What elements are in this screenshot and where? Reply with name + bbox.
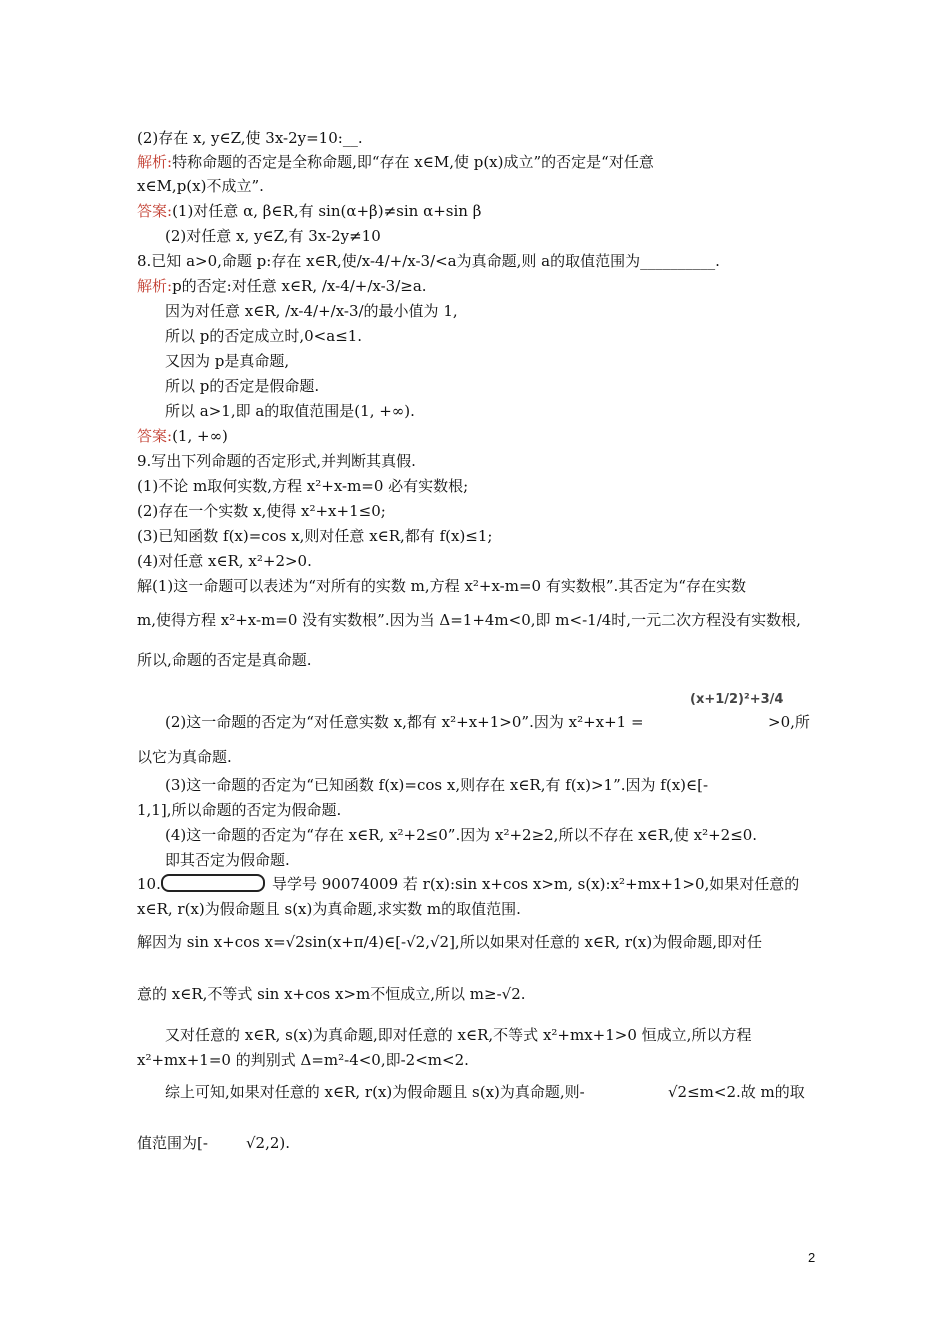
page-number: 2 bbox=[808, 1250, 816, 1265]
text-line: 解(1)这一命题可以表述为“对所有的实数 m,方程 x²+x-m=0 有实数根”.其否定为“存在实数 bbox=[137, 577, 746, 595]
text-line: 又对任意的 x∈R, s(x)为真命题,即对任意的 x∈R,不等式 x²+mx+1>0 恒成立,所以方程 bbox=[165, 1026, 752, 1044]
label-jiexi: 解析: bbox=[137, 277, 173, 295]
text-line: x∈R, r(x)为假命题且 s(x)为真命题,求实数 m的取值范围. bbox=[137, 900, 521, 918]
text-line: 又因为 p是真命题, bbox=[165, 352, 290, 370]
text-line: 所以,命题的否定是真命题. bbox=[137, 651, 312, 669]
text-line: 所以 a>1,即 a的取值范围是(1, +∞). bbox=[165, 402, 415, 420]
text-line: (4)这一命题的否定为“存在 x∈R, x²+2≤0”.因为 x²+2≥2,所以不存在 x∈R,使 x²+2≤0. bbox=[165, 826, 758, 844]
text-line: 即其否定为假命题. bbox=[165, 851, 290, 869]
text-span: 特称命题的否定是全称命题,即“存在 x∈M,使 p(x)成立”的否定是“对任意 bbox=[172, 153, 654, 171]
text-line: (4)对任意 x∈R, x²+2>0. bbox=[137, 552, 312, 570]
text-line bbox=[137, 201, 481, 221]
text-line: (2)对任意 x, y∈Z,有 3x-2y≠10 bbox=[165, 227, 381, 245]
text-line: 值范围为[- bbox=[137, 1134, 208, 1152]
text-line: 以它为真命题. bbox=[137, 748, 232, 766]
question-8: 8.已知 a>0,命题 p:存在 x∈R,使/x-4/+/x-3/<a为真命题,则 a的取值范围为__________. bbox=[137, 252, 720, 270]
text-line: (3)这一命题的否定为“已知函数 f(x)=cos x,则存在 x∈R,有 f(x)>1”.因为 f(x)∈[- bbox=[165, 776, 709, 794]
text-line: 意的 x∈R,不等式 sin x+cos x>m不恒成立,所以 m≥-√2. bbox=[137, 985, 526, 1003]
text-line: x²+mx+1=0 的判别式 Δ=m²-4<0,即-2<m<2. bbox=[137, 1051, 469, 1069]
text-line: (1)不论 m取何实数,方程 x²+x-m=0 必有实数根; bbox=[137, 477, 469, 495]
text-line: 因为对任意 x∈R, /x-4/+/x-3/的最小值为 1, bbox=[165, 302, 458, 320]
text-span: (1, +∞) bbox=[172, 427, 228, 445]
rounded-box-icon bbox=[161, 874, 265, 892]
text-line: x∈M,p(x)不成立”. bbox=[137, 177, 264, 195]
text-line: >0,所 bbox=[768, 713, 810, 731]
text-line bbox=[137, 276, 427, 296]
question-10-number: 10. bbox=[137, 875, 161, 893]
question-9: 9.写出下列命题的否定形式,并判断其真假. bbox=[137, 452, 416, 470]
label-daan: 答案: bbox=[137, 427, 173, 445]
text-span: p的否定:对任意 x∈R, /x-4/+/x-3/≥a. bbox=[172, 277, 427, 295]
text-line: (2)存在 x, y∈Z,使 3x-2y=10:__. bbox=[137, 129, 363, 147]
text-line: 综上可知,如果对任意的 x∈R, r(x)为假命题且 s(x)为真命题,则- bbox=[165, 1083, 585, 1101]
text-span: (1)对任意 α, β∈R,有 sin(α+β)≠sin α+sin β bbox=[172, 202, 482, 220]
text-line: 所以 p的否定是假命题. bbox=[165, 377, 320, 395]
text-line bbox=[137, 426, 228, 446]
text-line: √2≤m<2.故 m的取 bbox=[668, 1083, 805, 1101]
text-line: (2)存在一个实数 x,使得 x²+x+1≤0; bbox=[137, 502, 386, 520]
question-10: 导学号 90074009 若 r(x):sin x+cos x>m, s(x):x²+mx+1>0,如果对任意的 bbox=[272, 875, 800, 893]
text-line: 解因为 sin x+cos x=√2sin(x+π/4)∈[-√2,√2],所以如果对任意的 x∈R, r(x)为假命题,即对任 bbox=[137, 933, 762, 951]
text-line: √2,2). bbox=[246, 1134, 291, 1152]
text-line: m,使得方程 x²+x-m=0 没有实数根”.因为当 Δ=1+4m<0,即 m<-1/4时,一元二次方程没有实数根, bbox=[137, 611, 801, 629]
formula-image: (x+1/2)²+3/4 bbox=[690, 692, 784, 707]
text-line: (3)已知函数 f(x)=cos x,则对任意 x∈R,都有 f(x)≤1; bbox=[137, 527, 493, 545]
text-line: (2)这一命题的否定为“对任意实数 x,都有 x²+x+1>0”.因为 x²+x+1 = bbox=[165, 713, 644, 731]
label-jiexi: 解析: bbox=[137, 153, 173, 171]
text-line: 所以 p的否定成立时,0<a≤1. bbox=[165, 327, 363, 345]
text-line: 1,1],所以命题的否定为假命题. bbox=[137, 801, 342, 819]
label-daan: 答案: bbox=[137, 202, 173, 220]
text-line bbox=[137, 152, 654, 172]
